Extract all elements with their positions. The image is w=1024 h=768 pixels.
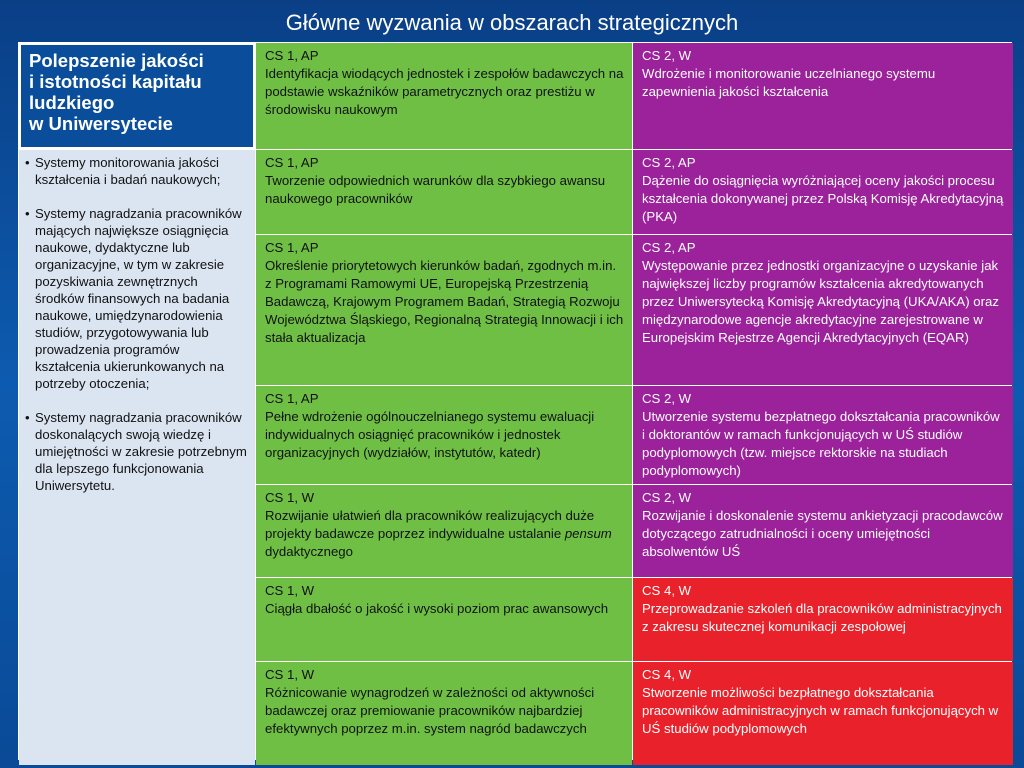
challenge-code: CS 2, W: [642, 48, 692, 63]
list-item: • Systemy monitorowania jakości kształcenia i badań naukowych;: [25, 155, 221, 187]
challenge-text: Stworzenie możliwości bezpłatnego dokształcania pracowników administracyjnych w ramach funkcjonujących w UŚ studiów podyplomowych: [642, 685, 999, 736]
list-item-text: Systemy nagradzania pracowników doskonalących swoją wiedzę i umiejętności w zakresie potrzebnym dla lepszego funkcjonowania Uniwersytetu.: [35, 410, 247, 493]
challenge-code: CS 4, W: [642, 583, 692, 598]
challenge-code: CS 2, W: [642, 391, 692, 406]
list-item-text: Systemy monitorowania jakości kształcenia i badań naukowych;: [35, 155, 221, 187]
area-header-line: Polepszenie jakości: [29, 50, 204, 71]
challenge-cell: [256, 662, 632, 765]
area-header: [19, 43, 255, 149]
challenge-cell: [256, 235, 632, 385]
challenge-text: Identyfikacja wiodących jednostek i zespołów badawczych na podstawie wskaźników parametrycznych oraz prestiżu w środowisku naukowym: [265, 66, 624, 117]
challenge-text: Wdrożenie i monitorowanie uczelnianego systemu zapewnienia jakości kształcenia: [642, 66, 936, 99]
challenge-cell: [633, 578, 1013, 661]
challenge-code: CS 1, W: [265, 583, 315, 598]
challenge-cell: [256, 485, 632, 577]
challenge-code: CS 1, AP: [265, 391, 319, 406]
challenge-cell: [633, 386, 1013, 484]
challenge-code: CS 1, W: [265, 667, 315, 682]
list-item: • Systemy nagradzania pracowników mających największe osiągnięcia naukowe, dydaktyczne lub organizacyjne, w tym w zakresie pozyskiwania zewnętrznych środków finansowych na badania naukowe, umiędzynarodowienia studiów, przygotowywania lub prowadzenia programów kształcenia ukierunkowanych na potrzeby otoczenia;: [25, 206, 242, 391]
challenge-text: Tworzenie odpowiednich warunków dla szybkiego awansu naukowego pracowników: [265, 173, 606, 206]
challenge-code: CS 1, AP: [265, 155, 319, 170]
challenge-text: Dążenie do osiągnięcia wyróżniającej oceny jakości procesu kształcenia dokonywanej przez Polską Komisję Akredytacyjną (PKA): [642, 173, 1004, 224]
challenge-text: Utworzenie systemu bezpłatnego dokształcania pracowników i doktorantów w ramach funkcjonujących w UŚ studiów podyplomowych (tzw. miejsce rektorskie na studiach podyplomowych): [642, 409, 1000, 478]
challenge-code: CS 2, AP: [642, 155, 696, 170]
challenge-code: CS 2, AP: [642, 240, 696, 255]
challenge-code: CS 4, W: [642, 667, 692, 682]
list-item: • Systemy nagradzania pracowników doskonalących swoją wiedzę i umiejętności w zakresie potrzebnym dla lepszego funkcjonowania Uniwersytetu.: [25, 410, 247, 493]
challenge-text: Przeprowadzanie szkoleń dla pracowników administracyjnych z zakresu skutecznej komunikacji zespołowej: [642, 601, 1002, 634]
challenge-code: CS 1, AP: [265, 48, 319, 63]
challenge-text: Rozwijanie ułatwień dla pracowników realizujących duże projekty badawcze poprzez indywidualne ustalanie: [265, 508, 595, 541]
challenge-cell: [633, 150, 1013, 234]
challenge-cell: [633, 235, 1013, 385]
challenge-cell: [256, 578, 632, 661]
area-header-line: w Uniwersytecie: [29, 113, 173, 134]
strategy-table: [18, 42, 1012, 760]
challenge-text: Różnicowanie wynagrodzeń w zależności od aktywności badawczej oraz premiowanie pracowników najbardziej efektywnych poprzez m.in. system nagród badawczych: [265, 685, 595, 736]
challenge-code: CS 1, W: [265, 490, 315, 505]
empty-cell: [19, 662, 255, 765]
slide-title: Główne wyzwania w obszarach strategicznych: [285, 10, 739, 35]
challenge-text-italic: pensum: [564, 526, 612, 541]
area-header-line: ludzkiego: [29, 92, 115, 113]
challenge-text: Określenie priorytetowych kierunków badań, zgodnych m.in. z Programami Ramowymi UE, Europejską Przestrzenią Badawczą, Krajowym Programem Badań, Strategią Rozwoju Województwa Śląskiego, Regionalną Strategią Innowacji i ich stała aktualizacja: [265, 258, 624, 345]
challenge-text: Występowanie przez jednostki organizacyjne o uzyskanie jak największej liczby programów kształcenia akredytowanych przez Uniwersytecką Komisję Akredytacyjną (UKA/AKA) oraz międzynarodowe agencje akredytacyjne zarejestrowane w Europejskim Rejestrze Agencji Akredytacyjnych (EQAR): [642, 258, 999, 345]
challenge-cell: [633, 662, 1013, 765]
area-header-line: i istotności kapitału: [29, 71, 202, 92]
challenge-cell: [633, 485, 1013, 577]
challenge-cell: [633, 43, 1013, 149]
list-item-text: Systemy nagradzania pracowników mających największe osiągnięcia naukowe, dydaktyczne lub organizacyjne, w tym w zakresie pozyskiwania zewnętrznych środków finansowych na badania naukowe, umiędzynarodowienia studiów, przygotowywania lub prowadzenia programów kształcenia ukierunkowanych na potrzeby otoczenia;: [35, 206, 242, 391]
challenge-text: dydaktycznego: [265, 544, 353, 559]
challenge-text: Ciągła dbałość o jakość i wysoki poziom prac awansowych: [265, 601, 609, 616]
challenge-text: Pełne wdrożenie ogólnouczelnianego systemu ewaluacji indywidualnych osiągnięć pracowników i jednostek organizacyjnych (wydziałów, instytutów, katedr): [265, 409, 595, 460]
challenge-code: CS 2, W: [642, 490, 692, 505]
challenge-cell: [256, 150, 632, 234]
challenge-cell: [256, 43, 632, 149]
challenge-text: Rozwijanie i doskonalenie systemu ankietyzacji pracodawców dotyczącego zatrudnialności i oceny umiejętności absolwentów UŚ: [642, 508, 1003, 559]
challenge-cell: [256, 386, 632, 484]
challenge-code: CS 1, AP: [265, 240, 319, 255]
